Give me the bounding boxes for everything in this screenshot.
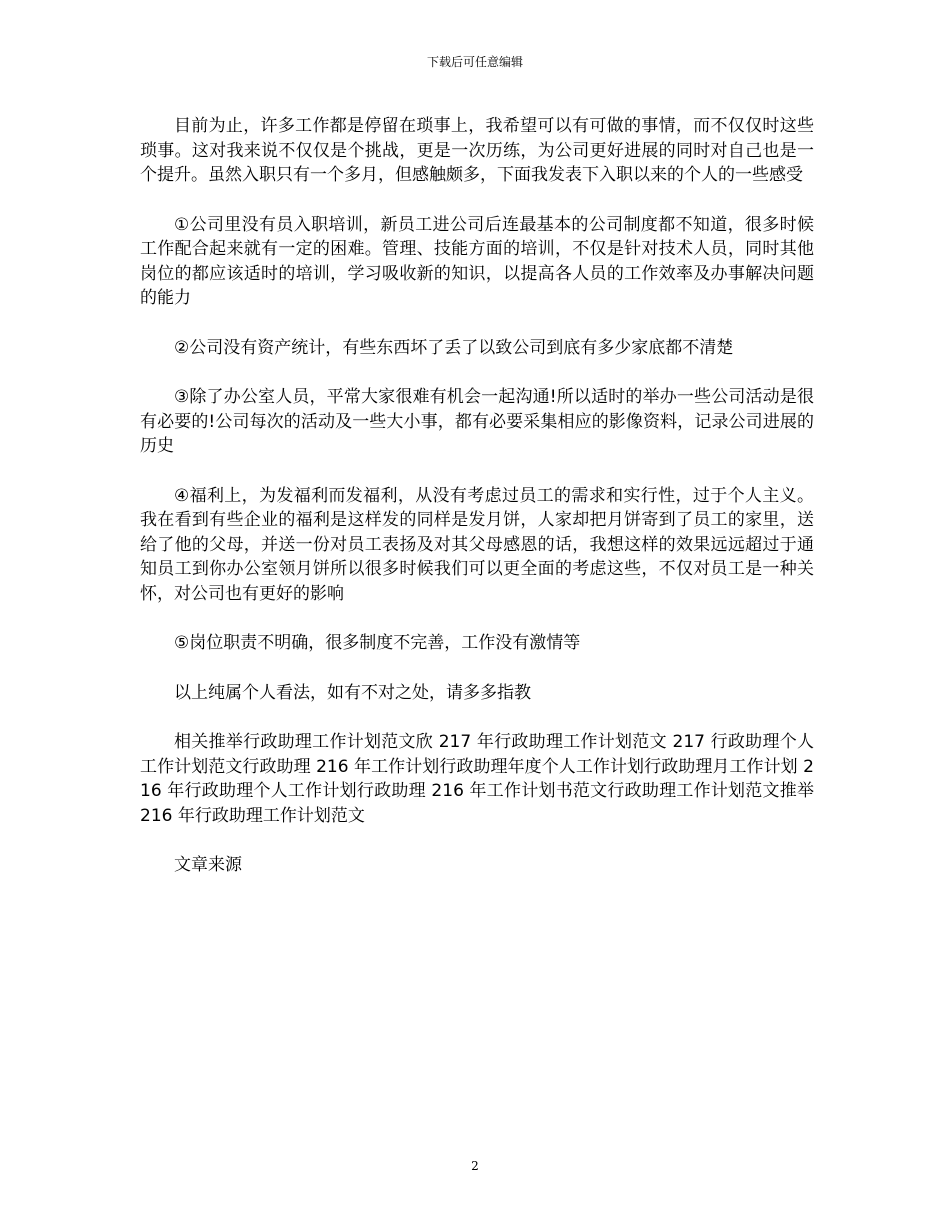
paragraph-point-3: ③除了办公室人员，平常大家很难有机会一起沟通!所以适时的举办一些公司活动是很有必要的!公司每次的活动及一些大小事，都有必要采集相应的影像资料，记录公司进展的历史 — [140, 387, 814, 456]
paragraph-intro: 目前为止，许多工作都是停留在琐事上，我希望可以有可做的事情，而不仅仅时这些琐事。这对我来说不仅仅是个挑战，更是一次历练，为公司更好进展的同时对自己也是一个提升。虽然入职只有一个多月，但感触颇多，下面我发表下入职以来的个人的一些感受 — [140, 116, 814, 185]
document-body — [140, 114, 814, 903]
paragraph-point-1: ①公司里没有员入职培训，新员工进公司后连最基本的公司制度都不知道，很多时候工作配合起来就有一定的困难。管理、技能方面的培训，不仅是针对技术人员，同时其他岗位的都应该适时的培训，学习吸收新的知识，以提高各人员的工作效率及办事解决问题的能力 — [140, 214, 814, 308]
paragraph-point-5: ⑤岗位职责不明确，很多制度不完善，工作没有激情等 — [174, 633, 581, 653]
page-header: 下载后可任意编辑 — [426, 55, 523, 69]
paragraph-point-2: ②公司没有资产统计，有些东西坏了丢了以致公司到底有多少家底都不清楚 — [174, 337, 734, 358]
paragraph-related: 相关推举行政助理工作计划范文欣 217 年行政助理工作计划范文 217 行政助理个人工作计划范文行政助理 216 年工作计划行政助理年度个人工作计划行政助理月工作计划 216 年行政助理个人工作计划行政助理 216 年工作计划书范文行政助理工作计划范文推举 216 年行政助理工作计划范文 — [140, 732, 814, 826]
paragraph-source: 文章来源 — [174, 855, 242, 875]
paragraph-point-4: ④福利上，为发福利而发福利，从没有考虑过员工的需求和实行性，过于个人主义。我在看到有些企业的福利是这样发的同样是发月饼，人家却把月饼寄到了员工的家里，送给了他的父母，并送一份对员工表扬及对其父母感恩的话，我想这样的效果远远超过于通知员工到你办公室领月饼所以很多时候我们可以更全面的考虑这些，不仅对员工是一种关怀，对公司也有更好的影响 — [140, 485, 814, 604]
paragraph-closing: 以上纯属个人看法，如有不对之处，请多多指教 — [174, 682, 531, 703]
page-number: 2 — [471, 1159, 479, 1173]
